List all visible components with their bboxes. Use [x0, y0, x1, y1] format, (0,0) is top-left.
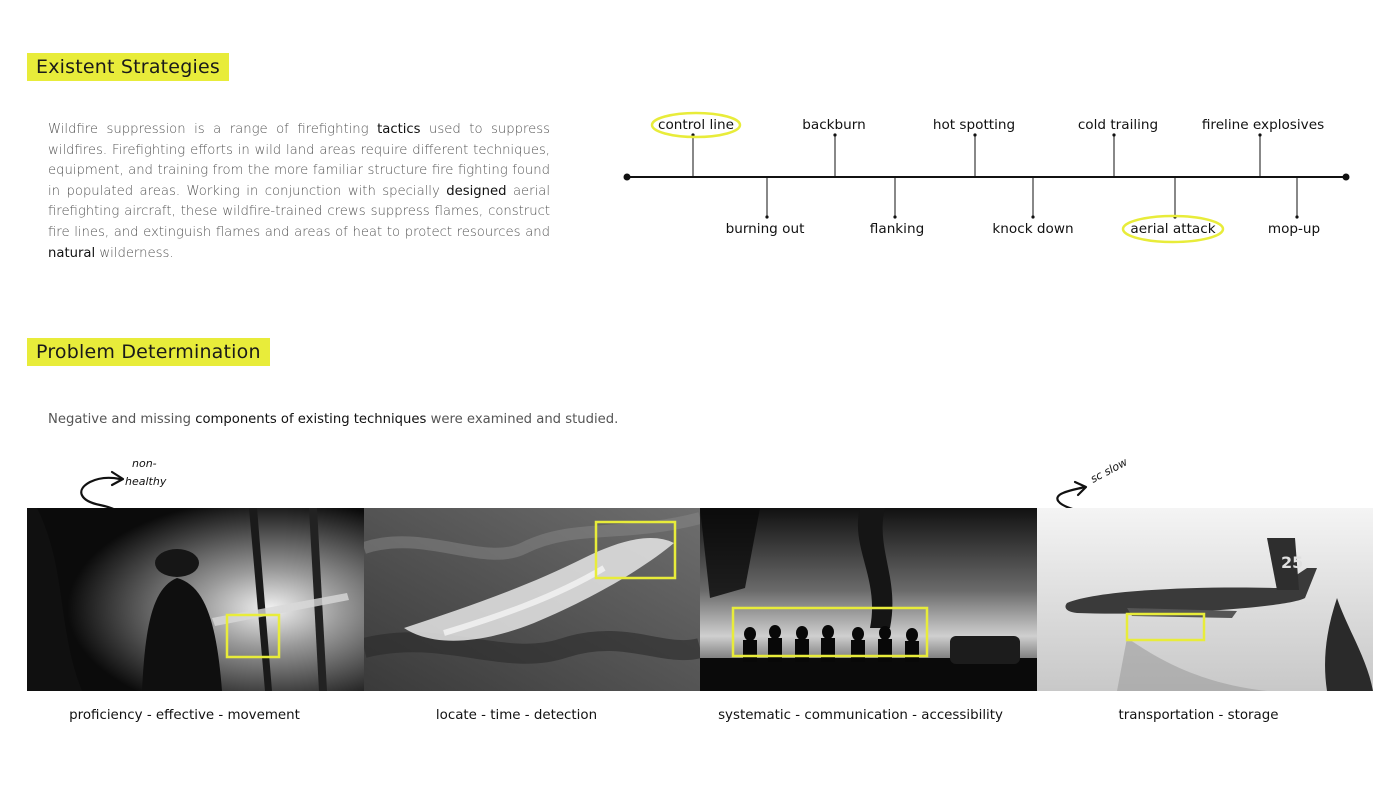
- timeline-label-fireline-explosives: fireline explosives: [1201, 117, 1325, 133]
- problem-determination-heading: Problem Determination: [27, 338, 270, 366]
- photo-crew-silhouettes: [700, 508, 1037, 691]
- timeline-label-mop-up: mop-up: [1267, 221, 1321, 237]
- intro-paragraph: Wildfire suppression is a range of firefighting tactics used to suppress wildfires. Firefighting efforts in wild land areas require different techniques, equipment, and training from the more familiar structure fire fighting found in populated areas. Working in conjunction with specially designed aerial firefighting aircraft, these wildfire-trained crews suppress flames, construct fire lines, and extinguish flames and areas of heat to protect resources and natural wilderness.: [48, 122, 551, 261]
- timeline-label-hot-spotting: hot spotting: [932, 117, 1016, 133]
- note-line-1: non-: [132, 457, 157, 470]
- caption-transportation: transportation - storage: [1118, 708, 1279, 723]
- tail-number: 25: [1281, 553, 1304, 572]
- timeline-label-backburn: backburn: [802, 117, 866, 133]
- caption-systematic: systematic - communication - accessibility: [718, 708, 1003, 723]
- timeline-label-control-line: control line: [658, 117, 734, 133]
- timeline-label-burning-out: burning out: [725, 221, 805, 237]
- keyword-tactics: tactics: [377, 122, 421, 137]
- problem-paragraph: Negative and missing components of existing techniques were examined and studied.: [48, 412, 619, 427]
- existent-strategies-heading: Existent Strategies: [27, 53, 229, 81]
- timeline-label-knock-down: knock down: [992, 221, 1074, 237]
- photo-air-tanker: [1037, 508, 1373, 691]
- caption-locate: locate - time - detection: [435, 708, 598, 723]
- strategy-timeline: [600, 100, 1360, 250]
- photo-firefighter: [27, 508, 364, 691]
- timeline-label-cold-trailing: cold trailing: [1077, 117, 1159, 133]
- caption-proficiency: proficiency - effective - movement: [69, 708, 300, 723]
- keyword-natural: natural: [48, 245, 96, 261]
- timeline-label-flanking: flanking: [869, 221, 925, 237]
- keyword-components: components of existing techniques: [195, 412, 427, 427]
- photo-aerial-smoke: [364, 508, 700, 691]
- keyword-designed: designed: [446, 183, 507, 199]
- note-line-2: healthy: [125, 475, 167, 488]
- note-text-2: sc slow: [1088, 455, 1130, 486]
- timeline-label-aerial-attack: aerial attack: [1130, 221, 1216, 237]
